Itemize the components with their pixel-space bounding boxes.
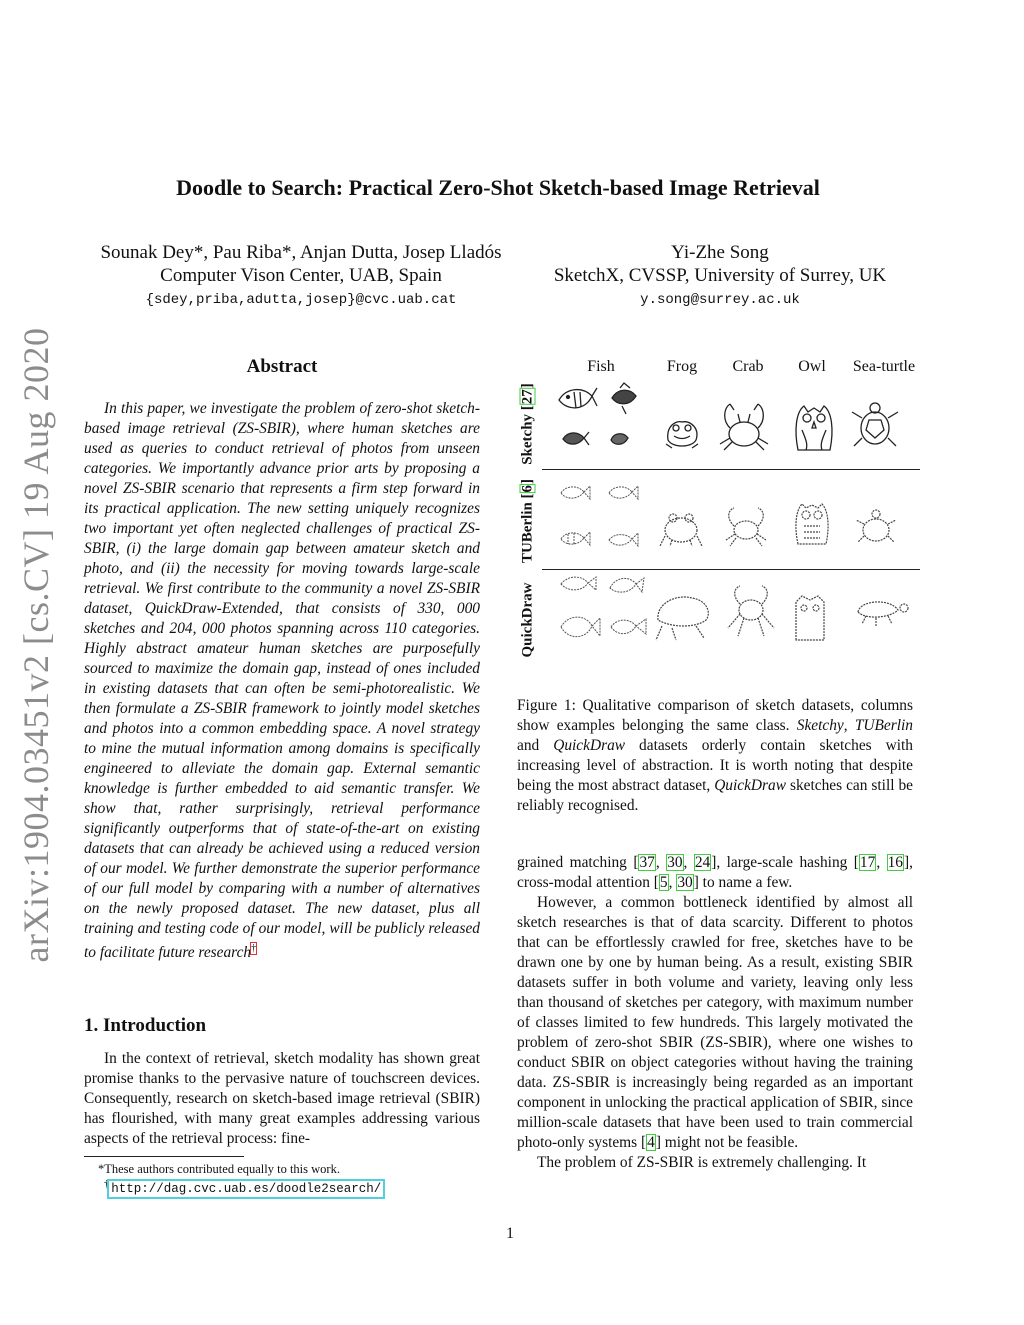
right-column-body — [517, 853, 913, 1173]
sketch-tuberlin-fish-1 — [558, 482, 592, 504]
footnote-rule — [84, 1156, 244, 1157]
col-label-frog: Frog — [666, 358, 698, 375]
footnote-dagger — [104, 1177, 484, 1197]
sketch-tuberlin-fish-2 — [606, 482, 640, 504]
abstract-body — [84, 399, 480, 963]
sketch-quickdraw-sea-turtle — [850, 594, 910, 626]
cite-30b[interactable]: 30 — [677, 874, 693, 891]
row-label-sketchy: Sketchy [27] — [519, 383, 536, 465]
sketch-tuberlin-fish-4 — [606, 530, 640, 550]
sketch-sketchy-fish-2 — [608, 382, 642, 416]
cite-30[interactable]: 30 — [667, 854, 683, 871]
cite-27[interactable]: 27 — [519, 389, 536, 405]
sketch-quickdraw-crab — [724, 584, 778, 638]
col-label-fish: Fish — [587, 358, 615, 375]
paper-title: Doodle to Search: Practical Zero-Shot Sketch-based Image Retrieval — [176, 175, 820, 200]
col-label-crab: Crab — [732, 358, 764, 375]
row-divider-1 — [542, 469, 920, 470]
abstract-footnote-link[interactable]: † — [251, 943, 257, 954]
col-label-sea-turtle: Sea-turtle — [852, 358, 916, 375]
col-label-owl: Owl — [798, 358, 826, 375]
intro-heading: 1. Introduction — [84, 1015, 207, 1036]
abstract-text: In this paper, we investigate the problem of zero-shot sketch-based image retrieval (ZS-SBIR), where human sketches are used as queries to conduct retrieval of photos from unseen categories. We importantly advance prior arts by proposing a novel ZS-SBIR scenario that represents a firm step forward in its practical application. The new setting uniquely recognizes two important yet often neglected challenges of practical ZS-SBIR, (i) the large domain gap between amateur sketch and photo, and (ii) the necessity for moving towards large-scale retrieval. We first contribute to the community a novel ZS-SBIR dataset, QuickDraw-Extended, that consists of 330, 000 sketches and 204, 000 photos spanning across 110 categories. Highly abstract amateur human sketches are purposefully sourced to maximize the domain gap, instead of ones included in existing datasets that can often be semi-photorealistic. We then formulate a ZS-SBIR framework to jointly model sketches and photos into a common embedding space. A novel strategy to mine the mutual information among domains is specifically engineered to alleviate the domain gap. External semantic knowledge is further embedded to aid semantic transfer. We show that, rather surprisingly, retrieval performance significantly outperforms that of state-of-the-art on existing datasets that can already be achieved using a reduced version of our model. We further demonstrate the superior performance of our full model by comparing with a number of alternatives on the newly proposed dataset. The new dataset, plus all training and testing code of our model, will be publicly released to facilitate future research — [84, 400, 480, 962]
sketch-sketchy-crab — [718, 398, 770, 454]
sketch-tuberlin-fish-3 — [558, 528, 592, 550]
cite-24[interactable]: 24 — [694, 854, 711, 871]
cite-37[interactable]: 37 — [639, 854, 655, 871]
sketch-quickdraw-frog — [652, 590, 716, 642]
sketch-sketchy-sea-turtle — [850, 400, 900, 450]
arxiv-id: arXiv:1904.03451v2 [cs.CV] 19 Aug 2020 — [16, 327, 56, 963]
cite-4[interactable]: 4 — [647, 1134, 655, 1151]
row-divider-2 — [542, 569, 920, 570]
figure-1-caption: Figure 1: Qualitative comparison of sketch datasets, columns show examples belonging the same class. Sketchy, TUBerlin and QuickDraw datasets orderly contain sketches with increasing level of abstraction. It is worth noting that despite being the most abstract dataset, QuickDraw sketches can still be reliably recognised. — [517, 697, 913, 814]
sketch-tuberlin-frog — [658, 508, 704, 548]
sketch-sketchy-fish-1 — [556, 382, 598, 418]
authors-left — [88, 241, 514, 312]
author-names-left: Sounak Dey*, Pau Riba*, Anjan Dutta, Josep Lladós — [100, 242, 502, 263]
email-right: y.song@surrey.ac.uk — [640, 292, 800, 308]
cite-16[interactable]: 16 — [887, 854, 903, 871]
project-url-link[interactable]: http://dag.cvc.uab.es/doodle2search/ — [111, 1182, 382, 1197]
author-names-right: Yi-Zhe Song — [671, 242, 769, 263]
affiliation-left: Computer Vison Center, UAB, Spain — [160, 265, 442, 286]
email-left: {sdey,priba,adutta,josep}@cvc.uab.cat — [145, 292, 457, 308]
affiliation-right: SketchX, CVSSP, University of Surrey, UK — [553, 265, 887, 286]
footnote-star: *These authors contributed equally to this work. — [98, 1162, 340, 1176]
cite-6[interactable]: 6 — [519, 484, 536, 493]
page-number: 1 — [506, 1225, 514, 1242]
cite-17[interactable]: 17 — [859, 854, 876, 871]
arxiv-stamp — [6, 327, 66, 963]
sketch-sketchy-fish-3 — [560, 428, 590, 450]
sketch-quickdraw-fish-2 — [606, 572, 646, 598]
intro-body: In the context of retrieval, sketch modality has shown great promise thanks to the pervasive nature of touchscreen devices. Consequently, research on sketch-based image retrieval (SBIR) has flourished, with many great examples addressing various aspects of the retrieval process: fine- — [84, 1050, 480, 1147]
abstract-heading: Abstract — [246, 356, 318, 377]
right-para-1: grained matching [37, 30, 24], large-scale hashing [17, 16], cross-modal attention [5, 30] to name a few. — [517, 854, 913, 891]
sketch-sketchy-owl — [790, 400, 838, 454]
sketch-tuberlin-owl — [790, 498, 834, 548]
footnote-dagger-mark: † — [104, 1179, 110, 1190]
sketch-sketchy-frog — [662, 416, 702, 450]
figure-1 — [514, 358, 920, 668]
right-para-2: However, a common bottleneck identified by almost all sketch researches is that of data scarcity. Different to photos that can be effortlessly crawled for free, sketches have to be drawn one by one by human being. As a result, existing SBIR datasets suffer in both volume and variety, leaving only less than thousand of sketches per category, with maximum number of classes limited to few hundreds. This largely motivated the problem of zero-shot SBIR (ZS-SBIR), where one wishes to conduct SBIR on object categories without having the training data. ZS-SBIR is increasingly being regarded as an important component in unlocking the practical application of SBIR, since million-scale datasets that have been used to train commercial photo-only systems [4] might not be feasible. — [517, 894, 913, 1151]
right-para-3: The problem of ZS-SBIR is extremely challenging. It — [537, 1154, 867, 1171]
authors-right — [520, 241, 920, 312]
sketch-tuberlin-sea-turtle — [854, 508, 898, 548]
sketch-sketchy-fish-4 — [608, 428, 632, 450]
row-label-tuberlin: TUBerlin [6] — [519, 478, 536, 564]
sketch-quickdraw-owl — [790, 592, 830, 644]
sketch-quickdraw-fish-4 — [608, 614, 648, 640]
sketch-tuberlin-crab — [722, 504, 770, 548]
cite-5[interactable]: 5 — [659, 874, 668, 891]
row-label-quickdraw: QuickDraw — [519, 582, 536, 658]
sketch-quickdraw-fish-3 — [558, 610, 602, 644]
sketch-quickdraw-fish-1 — [558, 572, 598, 596]
